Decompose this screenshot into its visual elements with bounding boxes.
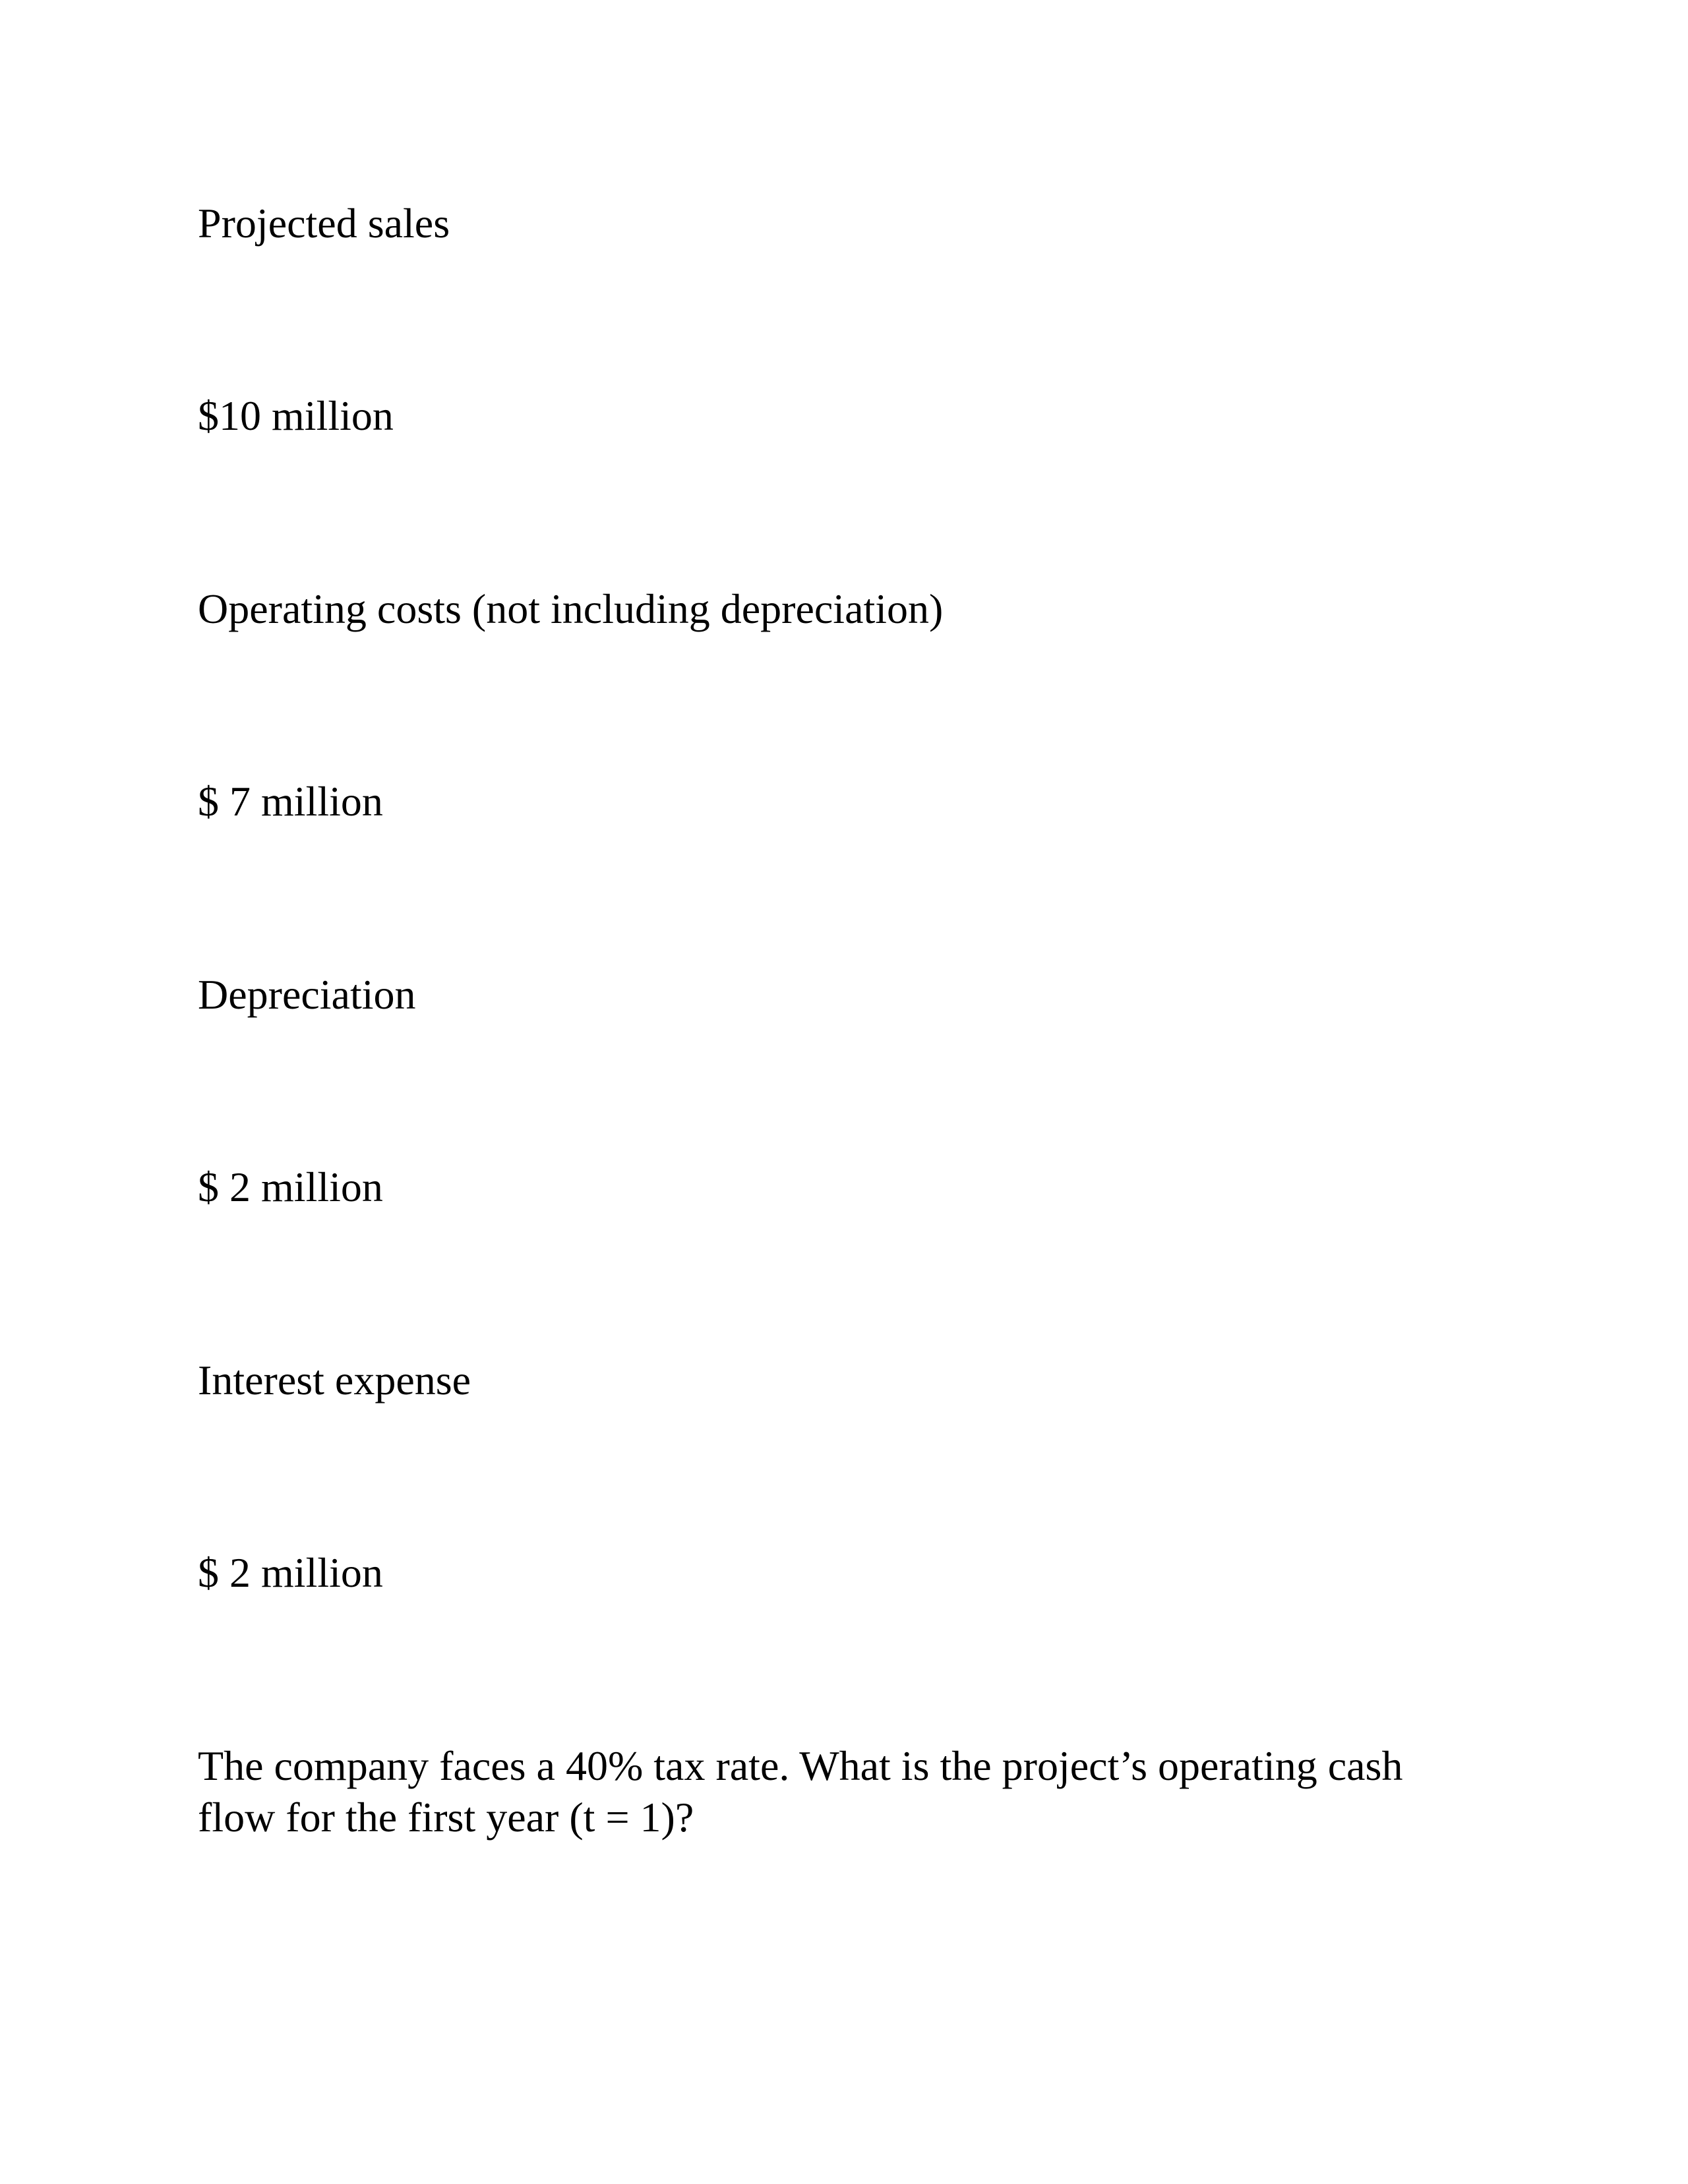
item-value-depreciation: $ 2 million [198, 1164, 383, 1210]
item-label-depreciation: Depreciation [198, 971, 416, 1018]
item-value-operating-costs: $ 7 million [198, 778, 383, 825]
question-paragraph [198, 1740, 1550, 1843]
item-value-interest-expense: $ 2 million [198, 1549, 383, 1596]
item-label-interest-expense: Interest expense [198, 1357, 471, 1403]
item-label-operating-costs: Operating costs (not including depreciation) [198, 585, 944, 632]
item-label-projected-sales: Projected sales [198, 200, 450, 247]
question-line-2: flow for the first year (t = 1)? [198, 1794, 694, 1841]
question-line-1: The company faces a 40% tax rate. What is the project’s operating cash [198, 1742, 1403, 1789]
item-value-projected-sales: $10 million [198, 392, 394, 439]
